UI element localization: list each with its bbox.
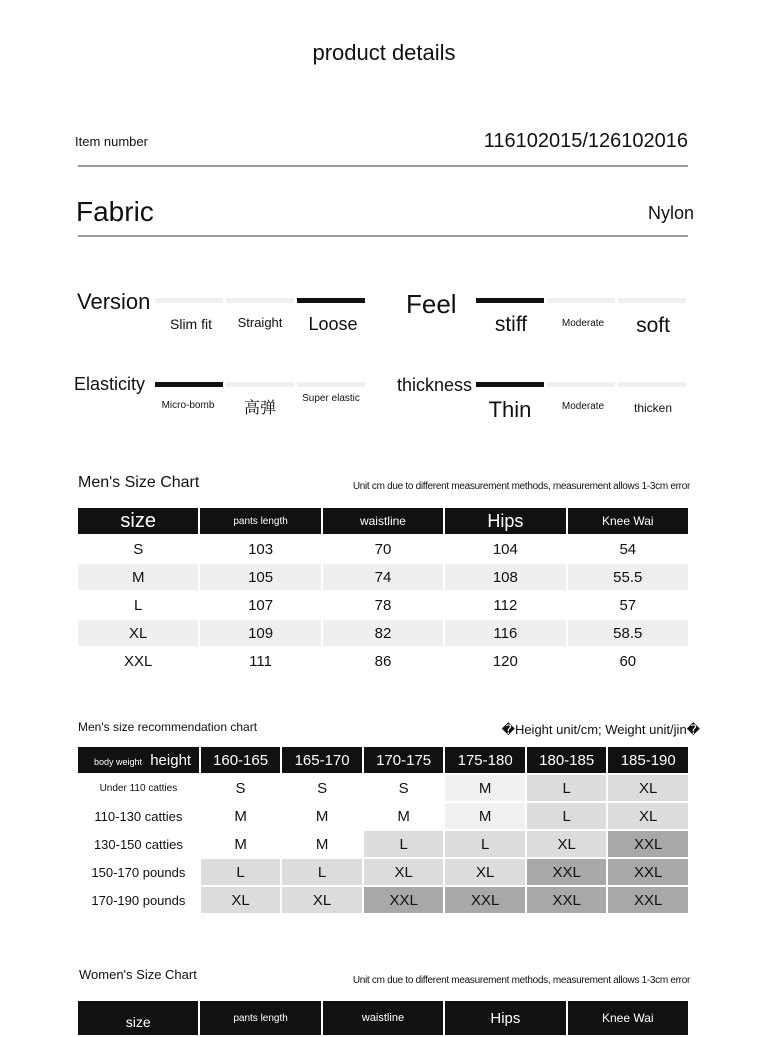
- weight-label: 130-150 catties: [93, 836, 183, 852]
- table-cell: 74: [323, 564, 443, 590]
- size-cell: L: [282, 859, 362, 885]
- header-waistline: waistline: [323, 508, 443, 534]
- table-cell: 78: [374, 596, 392, 614]
- header-height: 160-165: [201, 747, 281, 773]
- weight-label: 110-130 catties: [94, 808, 183, 824]
- size-cell: L: [364, 831, 444, 857]
- elasticity-option: 高弹: [243, 400, 276, 417]
- feel-option: stiff: [494, 313, 528, 336]
- table-cell: 60: [619, 652, 637, 670]
- page-title: product details: [312, 40, 456, 65]
- mens-size-table: [76, 506, 690, 676]
- header-height: 165-170: [282, 747, 362, 773]
- table-row: [78, 620, 688, 646]
- header-waistline: waistline: [323, 1001, 443, 1035]
- table-row: [78, 536, 688, 562]
- table-cell: 58.5: [568, 620, 688, 646]
- table-cell: 108: [445, 564, 565, 590]
- table-row: [78, 859, 688, 885]
- table-row: [78, 775, 688, 801]
- feel-label: Feel: [406, 289, 457, 319]
- thickness-seg: [618, 382, 686, 387]
- recommend-chart-note: �Height unit/cm; Weight unit/jin�: [501, 722, 700, 737]
- size-cell: XL: [608, 775, 688, 801]
- elasticity-option: Micro-bomb: [161, 400, 215, 411]
- table-cell: M: [78, 564, 198, 590]
- size-cell: S: [201, 775, 281, 801]
- header-size: size: [78, 1001, 198, 1035]
- size-cell: XL: [364, 859, 444, 885]
- recommend-table-body: [78, 775, 688, 913]
- table-cell: 70: [374, 540, 392, 558]
- feel-option: Moderate: [561, 318, 605, 329]
- header-height: 170-175: [364, 747, 444, 773]
- womens-size-table: [76, 999, 690, 1037]
- size-cell: XL: [527, 831, 607, 857]
- table-cell: 103: [248, 540, 274, 558]
- womens-chart-title: Women's Size Chart: [79, 967, 197, 982]
- header-pants-length: pants length: [200, 508, 320, 534]
- size-cell: XXL: [527, 859, 607, 885]
- table-cell: XL: [78, 620, 198, 646]
- table-cell: 116: [445, 620, 565, 646]
- table-row: [78, 592, 688, 618]
- version-option: Loose: [308, 314, 358, 334]
- mens-chart-note: Unit cm due to different measurement methods, measurement allows 1-3cm error: [352, 481, 690, 492]
- version-option: Slim fit: [170, 316, 212, 332]
- table-cell: 82: [323, 620, 443, 646]
- header-corner: [78, 747, 199, 773]
- header-knee: Knee Wai: [568, 1001, 688, 1035]
- size-cell: XL: [282, 887, 362, 913]
- header-knee: Knee Wai: [568, 508, 688, 534]
- weight-label: 170-190 pounds: [91, 892, 186, 908]
- size-cell: S: [364, 775, 444, 801]
- version-option: Straight: [237, 315, 283, 330]
- table-cell: 104: [492, 540, 518, 558]
- version-label: Version: [77, 289, 151, 314]
- table-cell: 55.5: [568, 564, 688, 590]
- mens-table-body: [78, 536, 688, 674]
- table-cell: 57: [619, 596, 637, 614]
- feel-option: soft: [636, 314, 670, 337]
- weight-label: 150-170 pounds: [91, 864, 186, 880]
- header-pants-length: pants length: [200, 1001, 320, 1035]
- size-cell: XXL: [608, 859, 688, 885]
- weight-label: Under 110 catties: [99, 782, 178, 794]
- divider: [78, 165, 688, 167]
- table-row: [78, 887, 688, 913]
- table-cell: L: [134, 596, 143, 614]
- size-cell: XXL: [608, 887, 688, 913]
- feel-seg: [618, 298, 686, 303]
- header-height: 175-180: [445, 747, 525, 773]
- header-height: 180-185: [527, 747, 607, 773]
- size-cell: L: [527, 803, 607, 829]
- table-cell: 120: [492, 652, 518, 670]
- thickness-option: thicken: [633, 401, 673, 415]
- header-height: 185-190: [608, 747, 688, 773]
- thickness-option: Moderate: [561, 401, 605, 412]
- corner-weight: body weight: [94, 756, 143, 767]
- elasticity-seg: [226, 382, 294, 387]
- size-cell: XL: [608, 803, 688, 829]
- table-cell: 105: [200, 564, 320, 590]
- size-cell: M: [201, 831, 281, 857]
- elasticity-label: Elasticity: [74, 374, 146, 394]
- table-row: [78, 803, 688, 829]
- table-cell: XXL: [124, 652, 153, 670]
- size-cell: XXL: [364, 887, 444, 913]
- version-seg: [155, 298, 223, 303]
- table-cell: 109: [200, 620, 320, 646]
- feel-seg: [476, 298, 544, 303]
- table-row: [78, 564, 688, 590]
- size-cell: M: [282, 831, 362, 857]
- recommend-table: [76, 745, 690, 915]
- divider: [78, 235, 688, 237]
- size-cell: M: [282, 803, 362, 829]
- elasticity-seg: [297, 382, 365, 387]
- table-row: [78, 831, 688, 857]
- corner-height: height: [150, 751, 192, 769]
- thickness-option: Thin: [488, 397, 532, 422]
- header-size: size: [78, 508, 198, 534]
- size-cell: L: [445, 831, 525, 857]
- table-row: [78, 648, 688, 674]
- size-cell: XXL: [445, 887, 525, 913]
- size-cell: XL: [201, 887, 281, 913]
- size-cell: XXL: [608, 831, 688, 857]
- elasticity-seg: [155, 382, 223, 387]
- table-cell: 86: [374, 652, 392, 670]
- size-cell: XXL: [527, 887, 607, 913]
- thickness-seg: [547, 382, 615, 387]
- size-cell: L: [527, 775, 607, 801]
- fabric-label: Fabric: [76, 196, 154, 227]
- feel-seg: [547, 298, 615, 303]
- size-cell: M: [364, 803, 444, 829]
- table-cell: 112: [493, 596, 518, 614]
- header-hips: Hips: [445, 1001, 565, 1035]
- fabric-value: Nylon: [647, 203, 694, 223]
- size-cell: M: [201, 803, 281, 829]
- recommend-chart-title: Men's size recommendation chart: [78, 720, 258, 734]
- item-number-value: 116102015/126102016: [483, 130, 688, 152]
- thickness-seg: [476, 382, 544, 387]
- table-cell: 111: [249, 652, 272, 670]
- table-cell: 54: [619, 540, 637, 558]
- item-number-label: Item number: [75, 134, 148, 149]
- version-seg: [297, 298, 365, 303]
- mens-chart-title: Men's Size Chart: [78, 474, 200, 491]
- elasticity-option: Super elastic: [302, 393, 360, 404]
- size-cell: M: [445, 803, 525, 829]
- size-cell: S: [282, 775, 362, 801]
- header-hips: Hips: [445, 508, 565, 534]
- womens-chart-note: Unit cm due to different measurement methods, measurement allows 1-3cm error: [352, 975, 690, 986]
- thickness-label: thickness: [397, 375, 473, 395]
- size-cell: L: [201, 859, 281, 885]
- table-cell: S: [133, 540, 144, 558]
- version-seg: [226, 298, 294, 303]
- table-cell: 107: [248, 596, 274, 614]
- size-cell: M: [445, 775, 525, 801]
- size-cell: XL: [445, 859, 525, 885]
